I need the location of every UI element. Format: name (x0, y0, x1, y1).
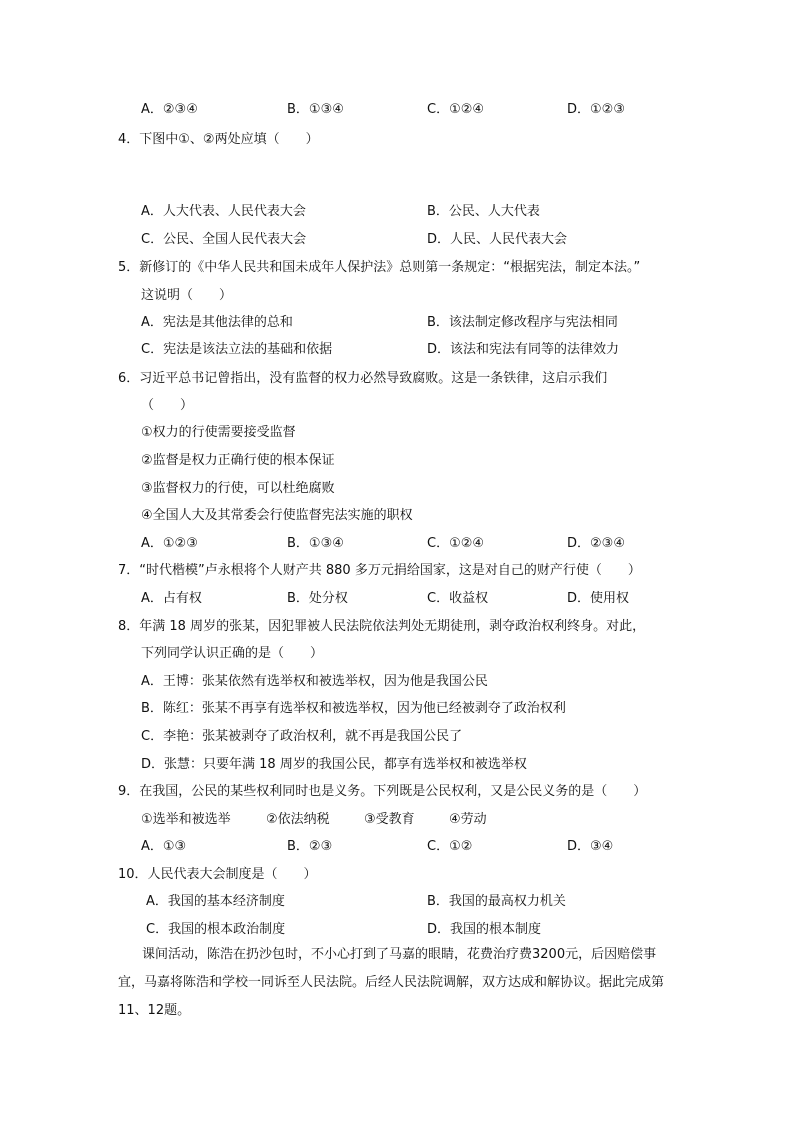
q3-option-b: B．①③④ (287, 102, 344, 117)
q10-stem: 10．人民代表大会制度是（ ） (118, 867, 317, 882)
q3-option-a: A．②③④ (141, 102, 198, 117)
q5-option-d: D．该法和宪法有同等的法律效力 (427, 342, 620, 357)
q6-stem-line2: （ ） (141, 398, 194, 413)
q5-option-a: A．宪法是其他法律的总和 (141, 315, 293, 330)
q10-option-d: D．我国的根本制度 (427, 922, 542, 937)
q8-option-a: A．王博：张某依然有选举权和被选举权，因为他是我国公民 (141, 674, 488, 689)
q7-option-c: C．收益权 (427, 591, 489, 606)
q5-stem-line1: 5．新修订的《中华人民共和国未成年人保护法》总则第一条规定：“根据宪法，制定本法。” (118, 260, 641, 275)
q9-option-a: A．①③ (141, 839, 187, 854)
q6-statement-4: ④全国人大及其常委会行使监督宪法实施的职权 (141, 508, 413, 523)
q9-stem: 9．在我国，公民的某些权利同时也是义务。下列既是公民权利，又是公民义务的是（ ） (118, 784, 647, 799)
q10-option-c: C．我国的根本政治制度 (146, 922, 286, 937)
q9-option-c: C．①② (427, 839, 473, 854)
q5-stem-line2: 这说明（ ） (141, 288, 233, 303)
q8-option-d: D．张慧：只要年满 18 周岁的我国公民，都享有选举权和被选举权 (141, 757, 527, 772)
q9-option-d: D．③④ (567, 839, 614, 854)
q4-option-b: B．公民、人大代表 (427, 204, 540, 219)
q10-option-b: B．我国的最高权力机关 (427, 894, 566, 909)
q6-option-a: A．①②③ (141, 536, 198, 551)
q6-statement-3: ③监督权力的行使，可以杜绝腐败 (141, 481, 335, 496)
q9-option-b: B．②③ (287, 839, 333, 854)
q10-option-a: A．我国的基本经济制度 (146, 894, 285, 909)
q5-option-c: C．宪法是该法立法的基础和依据 (141, 342, 333, 357)
q4-option-a: A．人大代表、人民代表大会 (141, 204, 306, 219)
passage-text: 课间活动，陈浩在扔沙包时，不小心打到了马嘉的眼睛，花费治疗费3200元，后因赔偿事宜，马嘉将陈浩和学校一同诉至人民法院。后经人民法院调解，双方达成和解协议。据此完成第11、12题。 (118, 947, 665, 1018)
q6-statement-1: ①权力的行使需要接受监督 (141, 425, 296, 440)
q8-option-c: C．李艳：张某被剥夺了政治权利，就不再是我国公民了 (141, 729, 463, 744)
q6-option-d: D．②③④ (567, 536, 625, 551)
q9-statement-2: ②依法纳税 (266, 812, 330, 827)
q4-option-c: C．公民、全国人民代表大会 (141, 232, 307, 247)
q6-option-b: B．①③④ (287, 536, 344, 551)
q7-stem: 7．“时代楷模”卢永根将个人财产共 880 多万元捐给国家，这是对自己的财产行使（ ） (118, 563, 641, 578)
q6-stem-line1: 6．习近平总书记曾指出，没有监督的权力必然导致腐败。这是一条铁律，这启示我们 (118, 371, 608, 386)
q3-option-c: C．①②④ (427, 102, 485, 117)
q7-option-d: D．使用权 (567, 591, 630, 606)
q9-statement-3: ③受教育 (364, 812, 415, 827)
q4-option-d: D．人民、人民代表大会 (427, 232, 568, 247)
q9-statement-1: ①选举和被选举 (141, 812, 231, 827)
q6-option-c: C．①②④ (427, 536, 485, 551)
q9-statement-4: ④劳动 (449, 812, 487, 827)
q4-stem: 4．下图中①、②两处应填（ ） (118, 132, 319, 147)
q8-stem-line2: 下列同学认识正确的是（ ） (141, 646, 324, 661)
q8-stem-line1: 8．年满 18 周岁的张某，因犯罪被人民法院依法判处无期徒刑，剥夺政治权利终身。对此， (118, 619, 646, 634)
q8-option-b: B．陈红：张某不再享有选举权和被选举权，因为他已经被剥夺了政治权利 (141, 701, 566, 716)
q3-option-d: D．①②③ (567, 102, 625, 117)
q7-option-b: B．处分权 (287, 591, 348, 606)
q7-option-a: A．占有权 (141, 591, 202, 606)
q6-statement-2: ②监督是权力正确行使的根本保证 (141, 453, 335, 468)
q5-option-b: B．该法制定修改程序与宪法相同 (427, 315, 618, 330)
